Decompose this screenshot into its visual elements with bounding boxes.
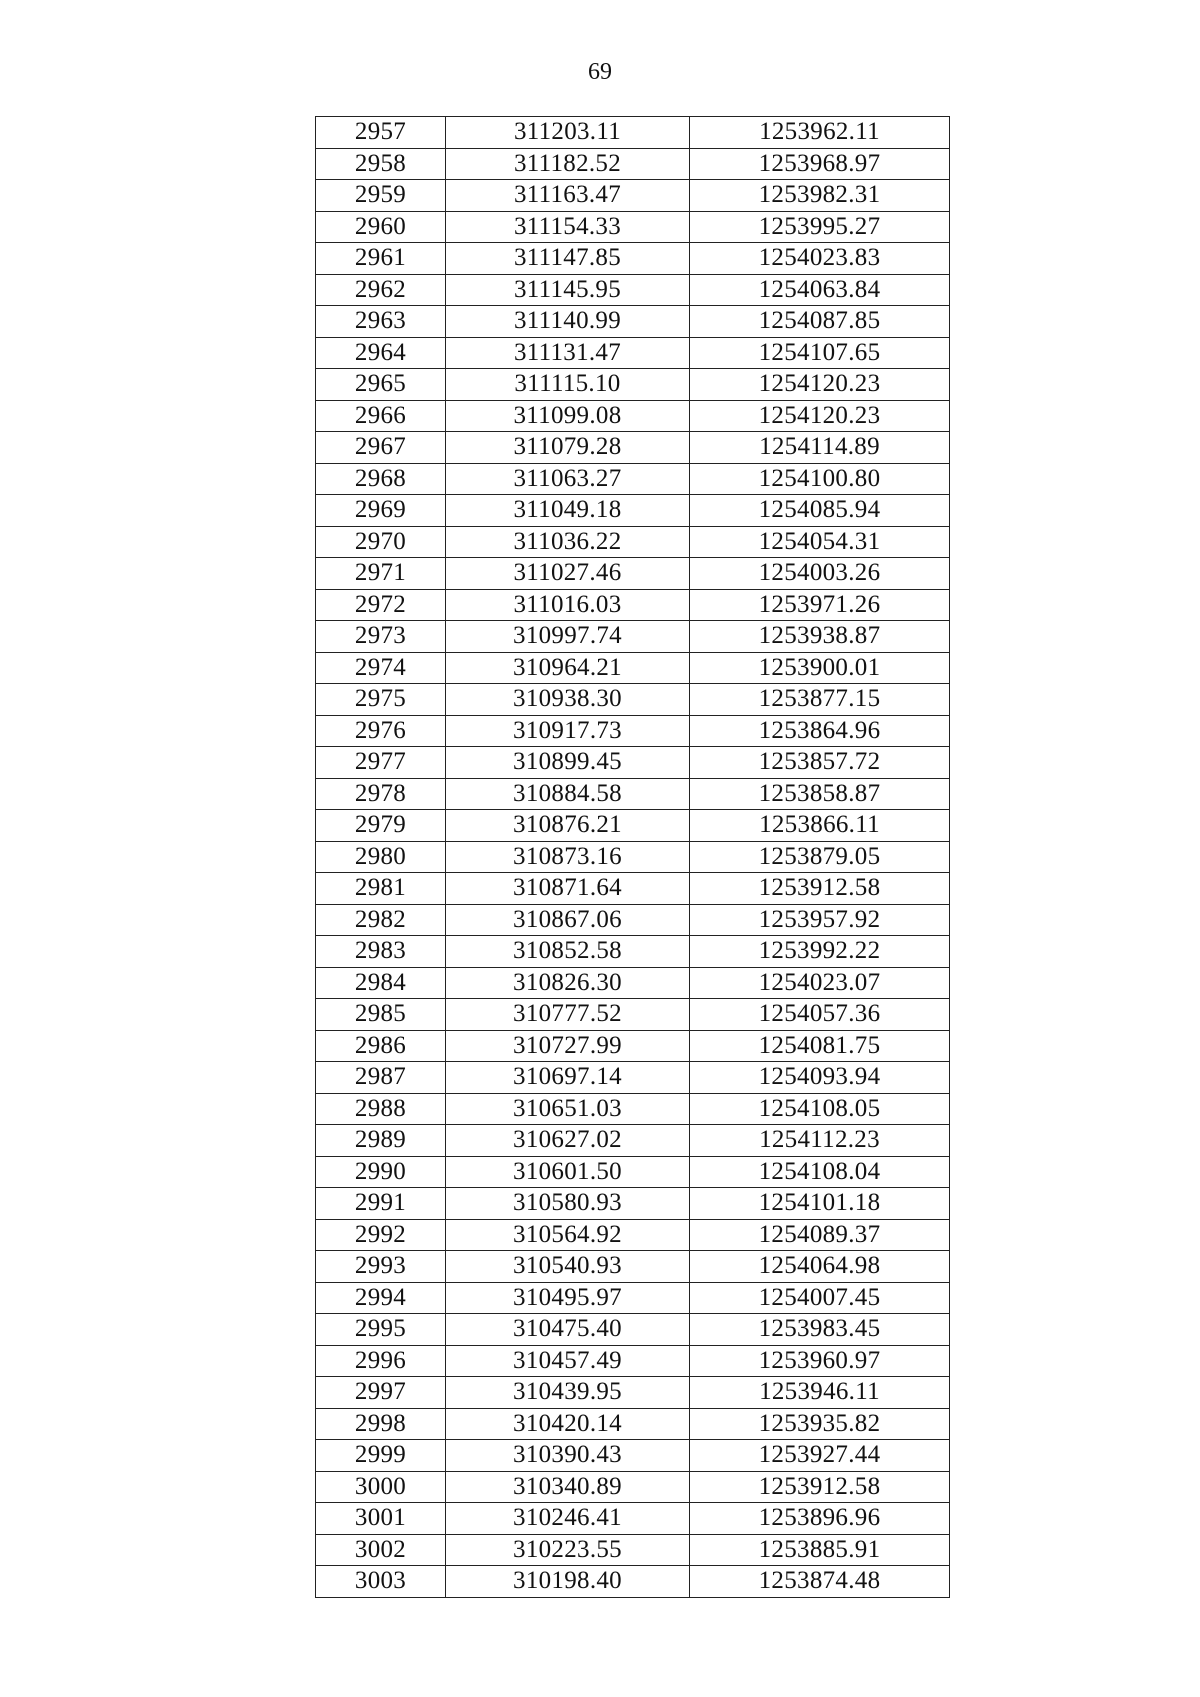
y-coordinate-cell: 1254054.31 (690, 526, 950, 558)
table-row (316, 432, 950, 464)
x-coordinate-cell: 311099.08 (446, 400, 690, 432)
point-number-cell: 2968 (316, 463, 446, 495)
x-coordinate-cell: 311182.52 (446, 148, 690, 180)
table-row (316, 1314, 950, 1346)
table-row (316, 369, 950, 401)
table-row (316, 715, 950, 747)
x-coordinate-cell: 311063.27 (446, 463, 690, 495)
point-number-cell: 2995 (316, 1314, 446, 1346)
x-coordinate-cell: 310420.14 (446, 1408, 690, 1440)
x-coordinate-cell: 310964.21 (446, 652, 690, 684)
table-row (316, 589, 950, 621)
y-coordinate-cell: 1254023.83 (690, 243, 950, 275)
point-number-cell: 2992 (316, 1219, 446, 1251)
y-coordinate-cell: 1254085.94 (690, 495, 950, 527)
table-row (316, 1188, 950, 1220)
y-coordinate-cell: 1254089.37 (690, 1219, 950, 1251)
y-coordinate-cell: 1253857.72 (690, 747, 950, 779)
point-number-cell: 2986 (316, 1030, 446, 1062)
y-coordinate-cell: 1253858.87 (690, 778, 950, 810)
point-number-cell: 3001 (316, 1503, 446, 1535)
table-row (316, 841, 950, 873)
table-row (316, 1251, 950, 1283)
x-coordinate-cell: 311049.18 (446, 495, 690, 527)
x-coordinate-cell: 310899.45 (446, 747, 690, 779)
y-coordinate-cell: 1254063.84 (690, 274, 950, 306)
y-coordinate-cell: 1254081.75 (690, 1030, 950, 1062)
x-coordinate-cell: 311131.47 (446, 337, 690, 369)
y-coordinate-cell: 1254114.89 (690, 432, 950, 464)
point-number-cell: 2964 (316, 337, 446, 369)
x-coordinate-cell: 311027.46 (446, 558, 690, 590)
x-coordinate-cell: 310246.41 (446, 1503, 690, 1535)
point-number-cell: 2971 (316, 558, 446, 590)
table-row (316, 1030, 950, 1062)
y-coordinate-cell: 1254101.18 (690, 1188, 950, 1220)
table-row (316, 1282, 950, 1314)
table-row (316, 274, 950, 306)
table-row (316, 1471, 950, 1503)
point-number-cell: 2962 (316, 274, 446, 306)
point-number-cell: 2980 (316, 841, 446, 873)
table-row (316, 967, 950, 999)
x-coordinate-cell: 310697.14 (446, 1062, 690, 1094)
y-coordinate-cell: 1253896.96 (690, 1503, 950, 1535)
x-coordinate-cell: 310852.58 (446, 936, 690, 968)
x-coordinate-cell: 310627.02 (446, 1125, 690, 1157)
point-number-cell: 2984 (316, 967, 446, 999)
y-coordinate-cell: 1253946.11 (690, 1377, 950, 1409)
point-number-cell: 2981 (316, 873, 446, 905)
point-number-cell: 2993 (316, 1251, 446, 1283)
y-coordinate-cell: 1253957.92 (690, 904, 950, 936)
table-row (316, 904, 950, 936)
table-row (316, 1219, 950, 1251)
x-coordinate-cell: 311147.85 (446, 243, 690, 275)
x-coordinate-cell: 311036.22 (446, 526, 690, 558)
point-number-cell: 2988 (316, 1093, 446, 1125)
y-coordinate-cell: 1253962.11 (690, 117, 950, 149)
table-row (316, 936, 950, 968)
table-row (316, 1156, 950, 1188)
table-row (316, 148, 950, 180)
y-coordinate-cell: 1253912.58 (690, 873, 950, 905)
point-number-cell: 2997 (316, 1377, 446, 1409)
table-row (316, 1377, 950, 1409)
point-number-cell: 2969 (316, 495, 446, 527)
table-row (316, 211, 950, 243)
x-coordinate-cell: 310475.40 (446, 1314, 690, 1346)
point-number-cell: 2960 (316, 211, 446, 243)
point-number-cell: 2999 (316, 1440, 446, 1472)
table-row (316, 999, 950, 1031)
x-coordinate-cell: 310340.89 (446, 1471, 690, 1503)
point-number-cell: 2972 (316, 589, 446, 621)
table-row (316, 747, 950, 779)
y-coordinate-cell: 1253900.01 (690, 652, 950, 684)
y-coordinate-cell: 1254057.36 (690, 999, 950, 1031)
point-number-cell: 2979 (316, 810, 446, 842)
x-coordinate-cell: 310564.92 (446, 1219, 690, 1251)
x-coordinate-cell: 310826.30 (446, 967, 690, 999)
x-coordinate-cell: 311163.47 (446, 180, 690, 212)
table-row (316, 778, 950, 810)
y-coordinate-cell: 1253995.27 (690, 211, 950, 243)
x-coordinate-cell: 310867.06 (446, 904, 690, 936)
y-coordinate-cell: 1254093.94 (690, 1062, 950, 1094)
y-coordinate-cell: 1253971.26 (690, 589, 950, 621)
point-number-cell: 2970 (316, 526, 446, 558)
table-row (316, 873, 950, 905)
point-number-cell: 2967 (316, 432, 446, 464)
y-coordinate-cell: 1254107.65 (690, 337, 950, 369)
y-coordinate-cell: 1253912.58 (690, 1471, 950, 1503)
x-coordinate-cell: 310223.55 (446, 1534, 690, 1566)
y-coordinate-cell: 1254112.23 (690, 1125, 950, 1157)
x-coordinate-cell: 311140.99 (446, 306, 690, 338)
point-number-cell: 2957 (316, 117, 446, 149)
y-coordinate-cell: 1254120.23 (690, 400, 950, 432)
x-coordinate-cell: 310457.49 (446, 1345, 690, 1377)
y-coordinate-cell: 1253864.96 (690, 715, 950, 747)
table-row (316, 1408, 950, 1440)
x-coordinate-cell: 310495.97 (446, 1282, 690, 1314)
y-coordinate-cell: 1254108.05 (690, 1093, 950, 1125)
y-coordinate-cell: 1253877.15 (690, 684, 950, 716)
x-coordinate-cell: 311203.11 (446, 117, 690, 149)
y-coordinate-cell: 1253866.11 (690, 810, 950, 842)
point-number-cell: 2996 (316, 1345, 446, 1377)
point-number-cell: 2961 (316, 243, 446, 275)
x-coordinate-cell: 310390.43 (446, 1440, 690, 1472)
point-number-cell: 3000 (316, 1471, 446, 1503)
x-coordinate-cell: 310601.50 (446, 1156, 690, 1188)
point-number-cell: 2958 (316, 148, 446, 180)
table-row (316, 1345, 950, 1377)
y-coordinate-cell: 1254120.23 (690, 369, 950, 401)
x-coordinate-cell: 311145.95 (446, 274, 690, 306)
point-number-cell: 2973 (316, 621, 446, 653)
y-coordinate-cell: 1254087.85 (690, 306, 950, 338)
table-row (316, 526, 950, 558)
x-coordinate-cell: 310198.40 (446, 1566, 690, 1598)
x-coordinate-cell: 310917.73 (446, 715, 690, 747)
x-coordinate-cell: 310540.93 (446, 1251, 690, 1283)
y-coordinate-cell: 1253960.97 (690, 1345, 950, 1377)
point-number-cell: 2987 (316, 1062, 446, 1094)
table-row (316, 337, 950, 369)
table-row (316, 1125, 950, 1157)
y-coordinate-cell: 1254023.07 (690, 967, 950, 999)
table-row (316, 810, 950, 842)
y-coordinate-cell: 1253885.91 (690, 1534, 950, 1566)
y-coordinate-cell: 1253935.82 (690, 1408, 950, 1440)
x-coordinate-cell: 311079.28 (446, 432, 690, 464)
table-row (316, 400, 950, 432)
y-coordinate-cell: 1254100.80 (690, 463, 950, 495)
table-row (316, 1062, 950, 1094)
coordinates-table-body (316, 117, 950, 1598)
table-row (316, 684, 950, 716)
y-coordinate-cell: 1253968.97 (690, 148, 950, 180)
x-coordinate-cell: 310871.64 (446, 873, 690, 905)
x-coordinate-cell: 310873.16 (446, 841, 690, 873)
x-coordinate-cell: 310777.52 (446, 999, 690, 1031)
point-number-cell: 2983 (316, 936, 446, 968)
x-coordinate-cell: 310876.21 (446, 810, 690, 842)
y-coordinate-cell: 1253992.22 (690, 936, 950, 968)
point-number-cell: 2991 (316, 1188, 446, 1220)
x-coordinate-cell: 310439.95 (446, 1377, 690, 1409)
point-number-cell: 2966 (316, 400, 446, 432)
table-row (316, 463, 950, 495)
y-coordinate-cell: 1254003.26 (690, 558, 950, 590)
x-coordinate-cell: 310727.99 (446, 1030, 690, 1062)
point-number-cell: 2998 (316, 1408, 446, 1440)
point-number-cell: 3003 (316, 1566, 446, 1598)
table-row (316, 621, 950, 653)
point-number-cell: 2976 (316, 715, 446, 747)
point-number-cell: 2990 (316, 1156, 446, 1188)
table-row (316, 1093, 950, 1125)
x-coordinate-cell: 311154.33 (446, 211, 690, 243)
y-coordinate-cell: 1253879.05 (690, 841, 950, 873)
x-coordinate-cell: 310580.93 (446, 1188, 690, 1220)
y-coordinate-cell: 1254064.98 (690, 1251, 950, 1283)
point-number-cell: 2959 (316, 180, 446, 212)
table-row (316, 1440, 950, 1472)
y-coordinate-cell: 1253983.45 (690, 1314, 950, 1346)
coordinates-table (315, 116, 950, 1598)
table-row (316, 652, 950, 684)
point-number-cell: 2985 (316, 999, 446, 1031)
page-number: 69 (588, 59, 612, 85)
x-coordinate-cell: 310997.74 (446, 621, 690, 653)
point-number-cell: 2975 (316, 684, 446, 716)
table-row (316, 306, 950, 338)
table-row (316, 243, 950, 275)
point-number-cell: 3002 (316, 1534, 446, 1566)
point-number-cell: 2974 (316, 652, 446, 684)
point-number-cell: 2982 (316, 904, 446, 936)
x-coordinate-cell: 311115.10 (446, 369, 690, 401)
point-number-cell: 2977 (316, 747, 446, 779)
y-coordinate-cell: 1253982.31 (690, 180, 950, 212)
point-number-cell: 2963 (316, 306, 446, 338)
point-number-cell: 2978 (316, 778, 446, 810)
y-coordinate-cell: 1254007.45 (690, 1282, 950, 1314)
table-row (316, 117, 950, 149)
x-coordinate-cell: 310938.30 (446, 684, 690, 716)
table-row (316, 1503, 950, 1535)
table-row (316, 1566, 950, 1598)
table-row (316, 495, 950, 527)
point-number-cell: 2994 (316, 1282, 446, 1314)
y-coordinate-cell: 1253874.48 (690, 1566, 950, 1598)
y-coordinate-cell: 1254108.04 (690, 1156, 950, 1188)
x-coordinate-cell: 311016.03 (446, 589, 690, 621)
x-coordinate-cell: 310884.58 (446, 778, 690, 810)
table-row (316, 180, 950, 212)
point-number-cell: 2989 (316, 1125, 446, 1157)
y-coordinate-cell: 1253938.87 (690, 621, 950, 653)
y-coordinate-cell: 1253927.44 (690, 1440, 950, 1472)
table-row (316, 558, 950, 590)
x-coordinate-cell: 310651.03 (446, 1093, 690, 1125)
table-row (316, 1534, 950, 1566)
point-number-cell: 2965 (316, 369, 446, 401)
